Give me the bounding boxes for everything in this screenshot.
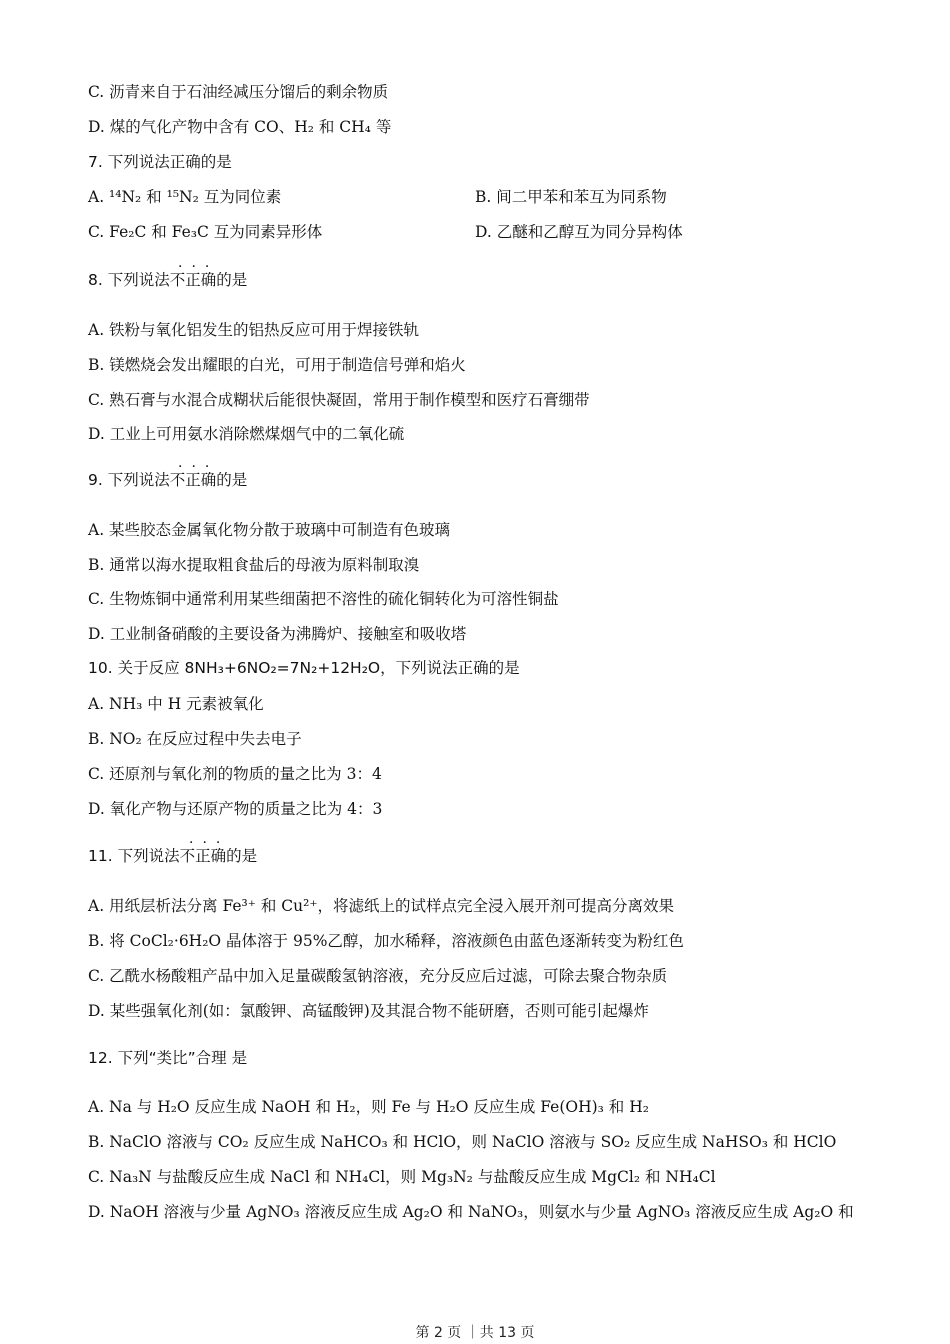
emphasis-dots: ··· (178, 459, 219, 475)
q8-option-b: B. 镁燃烧会发出耀眼的白光，可用于制造信号弹和焰火 (88, 356, 466, 374)
q8-option-a: A. 铁粉与氧化铝发生的铝热反应可用于焊接铁轨 (88, 321, 420, 339)
q10-option-c: C. 还原剂与氧化剂的物质的量之比为 3：4 (88, 765, 382, 783)
q12-option-a: A. Na 与 H₂O 反应生成 NaOH 和 H₂，则 Fe 与 H₂O 反应生成 Fe(OH)₃ 和 H₂ (88, 1098, 649, 1116)
q9-option-c: C. 生物炼铜中通常利用某些细菌把不溶性的硫化铜转化为可溶性铜盐 (88, 590, 559, 608)
emphasis-dots: ··· (189, 835, 230, 851)
q10-option-a: A. NH₃ 中 H 元素被氧化 (88, 695, 264, 713)
q11-stem: 11. 下列说法不正确的是 (88, 847, 258, 865)
q7-stem: 7. 下列说法正确的是 (88, 153, 232, 171)
q7-option-d: D. 乙醚和乙醇互为同分异构体 (475, 223, 683, 241)
q6-option-d: D. 煤的气化产物中含有 CO、H₂ 和 CH₄ 等 (88, 118, 392, 136)
q10-option-b: B. NO₂ 在反应过程中失去电子 (88, 730, 302, 748)
q7-option-b: B. 间二甲苯和苯互为同系物 (475, 188, 667, 206)
q11-option-d: D. 某些强氧化剂(如：氯酸钾、高锰酸钾)及其混合物不能研磨，否则可能引起爆炸 (88, 1002, 649, 1020)
q8-stem: 8. 下列说法不正确的是 (88, 271, 248, 289)
q11-option-b: B. 将 CoCl₂·6H₂O 晶体溶于 95%乙醇，加水稀释，溶液颜色由蓝色逐渐转变为粉红色 (88, 932, 684, 950)
q12-stem: 12. 下列“类比”合理 是 (88, 1049, 248, 1067)
page-footer: 第 2 页 ｜共 13 页 (415, 1325, 535, 1341)
q9-option-a: A. 某些胶态金属氧化物分散于玻璃中可制造有色玻璃 (88, 521, 451, 539)
q10-stem: 10. 关于反应 8NH₃+6NO₂=7N₂+12H₂O，下列说法正确的是 (88, 659, 520, 677)
q9-option-b: B. 通常以海水提取粗食盐后的母液为原料制取溴 (88, 556, 420, 574)
q10-option-d: D. 氧化产物与还原产物的质量之比为 4：3 (88, 800, 383, 818)
q8-option-c: C. 熟石膏与水混合成糊状后能很快凝固，常用于制作模型和医疗石膏绷带 (88, 391, 590, 409)
q12-option-d: D. NaOH 溶液与少量 AgNO₃ 溶液反应生成 Ag₂O 和 NaNO₃，则氨水与少量 AgNO₃ 溶液反应生成 Ag₂O 和 (88, 1203, 854, 1221)
q8-option-d: D. 工业上可用氨水消除燃煤烟气中的二氧化硫 (88, 425, 405, 443)
q7-option-a: A. ¹⁴N₂ 和 ¹⁵N₂ 互为同位素 (88, 188, 282, 206)
q11-option-c: C. 乙酰水杨酸粗产品中加入足量碳酸氢钠溶液，充分反应后过滤，可除去聚合物杂质 (88, 967, 668, 985)
q12-option-b: B. NaClO 溶液与 CO₂ 反应生成 NaHCO₃ 和 HClO，则 NaClO 溶液与 SO₂ 反应生成 NaHSO₃ 和 HClO (88, 1133, 837, 1151)
q6-option-c: C. 沥青来自于石油经减压分馏后的剩余物质 (88, 83, 389, 101)
q11-option-a: A. 用纸层析法分离 Fe³⁺ 和 Cu²⁺，将滤纸上的试样点完全浸入展开剂可提高分离效果 (88, 897, 675, 915)
q9-option-d: D. 工业制备硝酸的主要设备为沸腾炉、接触室和吸收塔 (88, 625, 467, 643)
emphasis-dots: ··· (178, 259, 219, 275)
q12-option-c: C. Na₃N 与盐酸反应生成 NaCl 和 NH₄Cl，则 Mg₃N₂ 与盐酸反应生成 MgCl₂ 和 NH₄Cl (88, 1168, 716, 1186)
q9-stem: 9. 下列说法不正确的是 (88, 471, 248, 489)
q7-option-c: C. Fe₂C 和 Fe₃C 互为同素异形体 (88, 223, 323, 241)
